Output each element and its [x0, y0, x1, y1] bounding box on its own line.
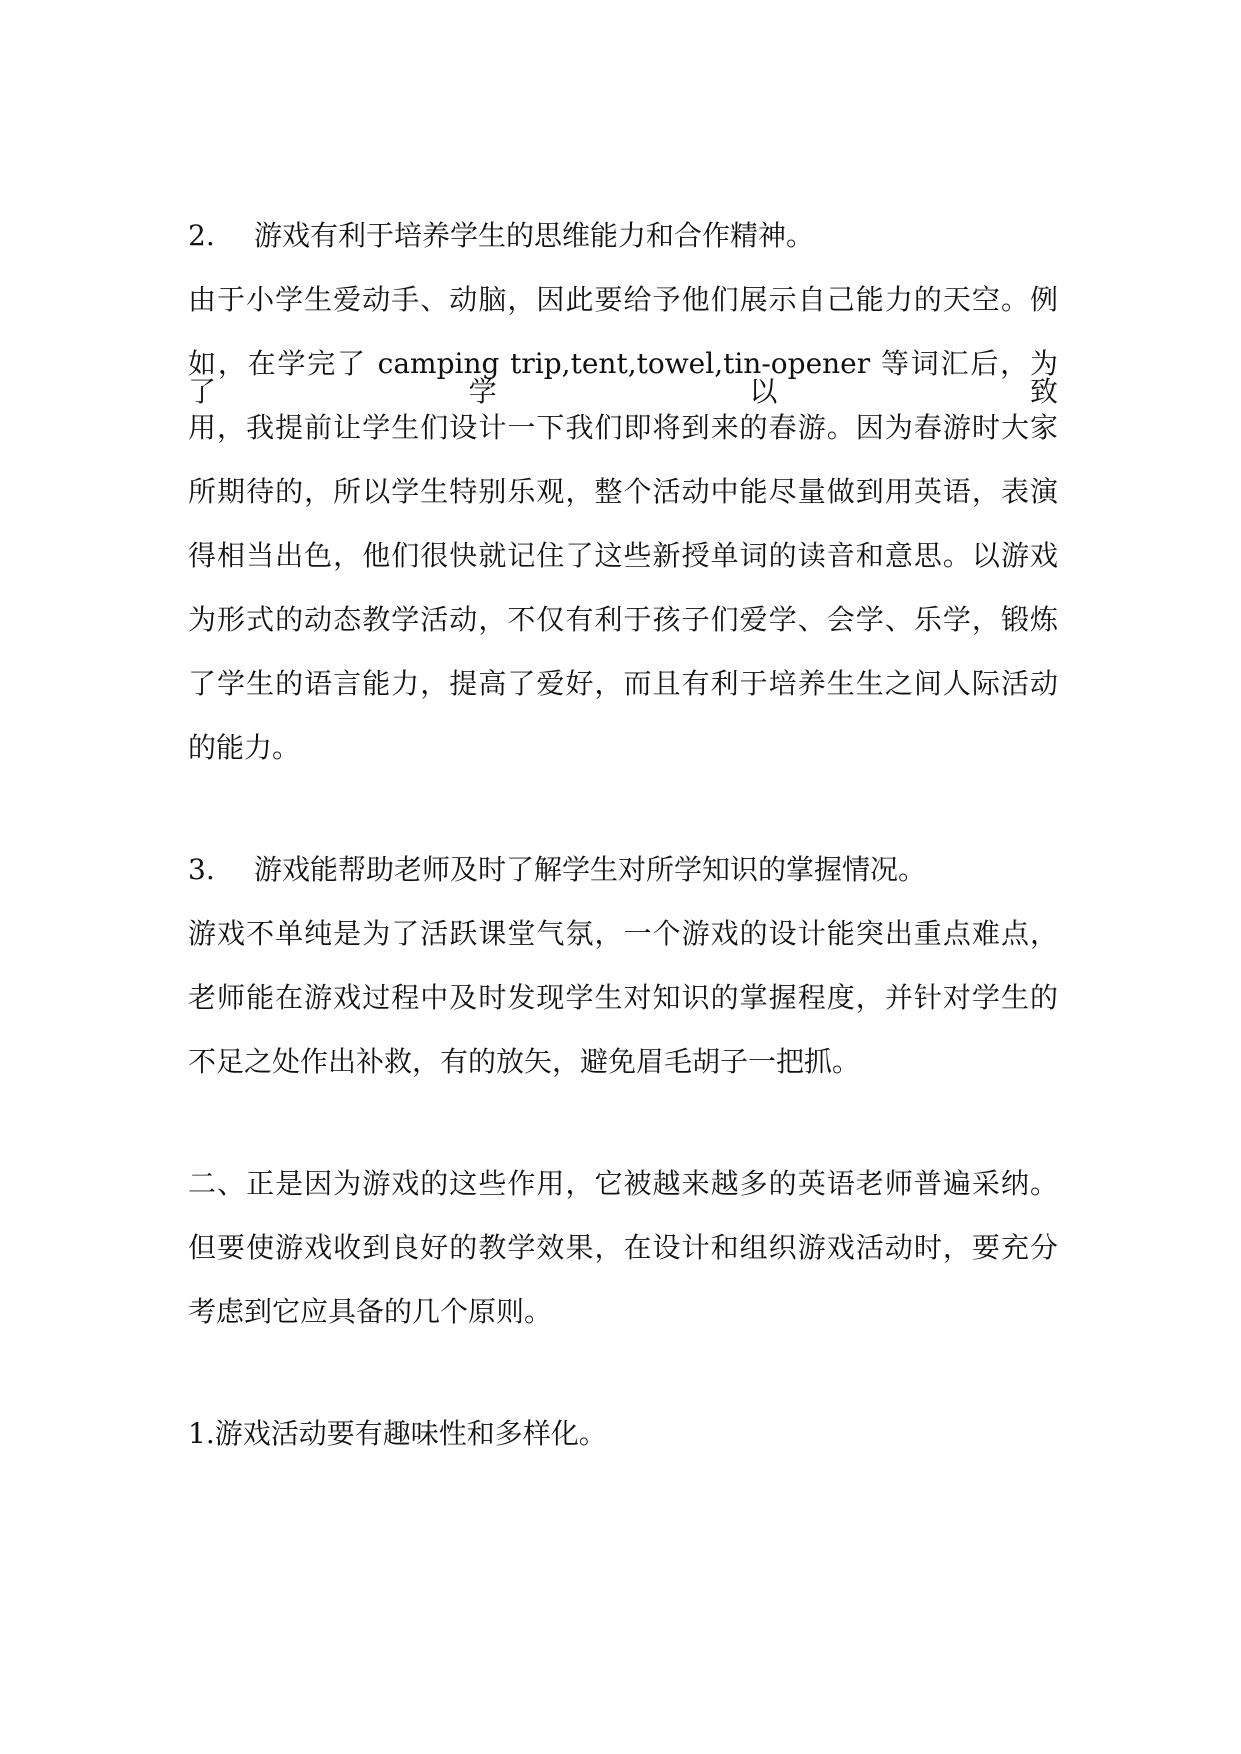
section-heading-3 — [188, 853, 1058, 886]
heading-number: 3. — [188, 853, 215, 886]
section-heading-2 — [188, 219, 1058, 252]
paragraph-line: 所期待的，所以学生特别乐观，整个活动中能尽量做到用英语，表演 — [188, 475, 1058, 508]
paragraph-line: 为形式的动态教学活动，不仅有利于孩子们爱学、会学、乐学，锻炼 — [188, 603, 1058, 636]
paragraph-line: 考虑到它应具备的几个原则。 — [188, 1295, 553, 1328]
heading-text: 游戏能帮助老师及时了解学生对所学知识的掌握情况。 — [254, 853, 927, 886]
paragraph-line: 二、正是因为游戏的这些作用，它被越来越多的英语老师普遍采纳。 — [188, 1167, 1058, 1200]
paragraph-line: 老师能在游戏过程中及时发现学生对知识的掌握程度，并针对学生的 — [188, 981, 1058, 1014]
paragraph-line: 的能力。 — [188, 731, 301, 764]
paragraph-line: 了学生的语言能力，提高了爱好，而且有利于培养生生之间人际活动 — [188, 667, 1058, 700]
paragraph-line: 如，在学完了 camping trip,tent,towel,tin-opener 等词汇后，为了学以致 — [188, 347, 1058, 408]
paragraph-line: 用，我提前让学生们设计一下我们即将到来的春游。因为春游时大家 — [188, 411, 1058, 444]
paragraph-line: 得相当出色，他们很快就记住了这些新授单词的读音和意思。以游戏 — [188, 539, 1058, 572]
paragraph-line: 但要使游戏收到良好的教学效果，在设计和组织游戏活动时，要充分 — [188, 1231, 1058, 1264]
heading-text: 游戏有利于培养学生的思维能力和合作精神。 — [254, 219, 815, 252]
heading-number: 1. — [188, 1417, 215, 1450]
heading-number: 2. — [188, 219, 215, 252]
section-heading-1 — [188, 1417, 1058, 1450]
paragraph-line: 游戏不单纯是为了活跃课堂气氛，一个游戏的设计能突出重点难点， — [188, 917, 1058, 950]
document-body — [188, 219, 1058, 1450]
heading-text: 游戏活动要有趣味性和多样化。 — [214, 1417, 607, 1450]
paragraph-line: 由于小学生爱动手、动脑，因此要给予他们展示自己能力的天空。例 — [188, 283, 1058, 316]
paragraph-line: 不足之处作出补救，有的放矢，避免眉毛胡子一把抓。 — [188, 1045, 861, 1078]
